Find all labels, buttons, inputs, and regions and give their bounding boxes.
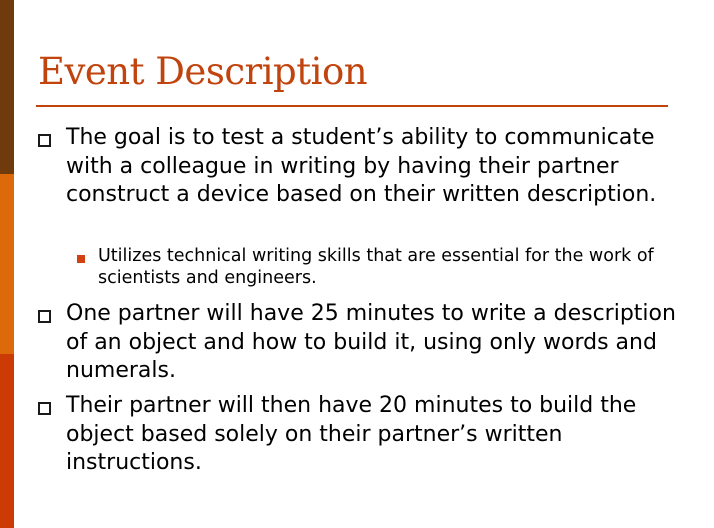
slide-title: Event Description	[38, 50, 368, 93]
filled-square-bullet-icon	[77, 255, 85, 263]
square-bullet-icon	[38, 402, 51, 415]
square-bullet-icon	[38, 134, 51, 147]
title-underline	[36, 105, 668, 107]
sub-bullet-technical-writing: Utilizes technical writing skills that are essential for the work of scientists and engineers.	[98, 246, 654, 288]
bullet-goal: The goal is to test a student’s ability to communicate with a colleague in writing by having their partner construct a device based on their written description.	[66, 125, 657, 207]
bullet-building-time: Their partner will then have 20 minutes to build the object based solely on their partner’s written instructions.	[66, 393, 637, 475]
sidebar-accent-top	[0, 0, 14, 174]
square-bullet-icon	[38, 310, 51, 323]
sidebar-accent-bottom	[0, 354, 14, 528]
sidebar-accent-middle	[0, 174, 14, 354]
bullet-writing-time: One partner will have 25 minutes to write a description of an object and how to build it, using only words and numerals.	[66, 301, 676, 383]
